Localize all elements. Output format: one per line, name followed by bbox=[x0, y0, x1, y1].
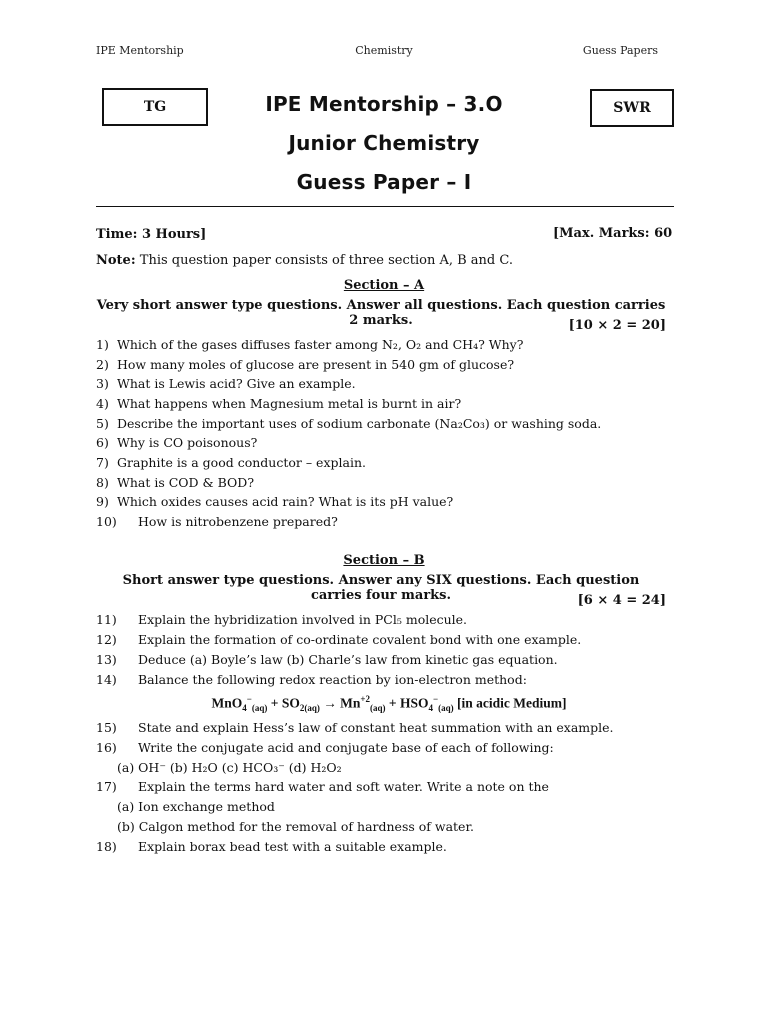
question-12 bbox=[96, 631, 676, 649]
running-head-right: Guess Papers bbox=[582, 44, 658, 57]
question-number: 8) bbox=[96, 475, 109, 490]
state-badge-tg: TG bbox=[102, 88, 208, 126]
question-number: 9) bbox=[96, 494, 109, 509]
question-11 bbox=[96, 611, 676, 629]
eq-mno4-sub: 4 bbox=[242, 703, 247, 714]
eq-hso4: + HSO bbox=[388, 695, 429, 711]
paper-title-line-2: Junior Chemistry bbox=[288, 131, 480, 155]
question-number: 16) bbox=[96, 740, 117, 755]
question-text: What is COD & BOD? bbox=[117, 475, 255, 490]
question-6 bbox=[96, 434, 676, 452]
question-16 bbox=[96, 739, 676, 757]
section-b-marks: [6 × 4 = 24] bbox=[577, 593, 666, 608]
eq-so2: + SO bbox=[270, 695, 300, 711]
question-number: 13) bbox=[96, 652, 117, 667]
running-head bbox=[0, 44, 768, 60]
note-line bbox=[96, 252, 666, 270]
question-number: 10) bbox=[96, 514, 117, 529]
eq-hso4-sub: 4 bbox=[428, 703, 433, 714]
question-number: 12) bbox=[96, 632, 117, 647]
question-number: 3) bbox=[96, 376, 109, 391]
note-label: Note: bbox=[96, 253, 136, 268]
note-text: This question paper consists of three section A, B and C. bbox=[139, 253, 513, 268]
question-text: Deduce (a) Boyle’s law (b) Charle’s law from kinetic gas equation. bbox=[138, 652, 558, 667]
section-a-description: Very short answer type questions. Answer all questions. Each question carries 2 marks. bbox=[96, 298, 666, 328]
eq-so2-sub: 2(aq) bbox=[299, 703, 320, 714]
question-number: 7) bbox=[96, 455, 109, 470]
running-head-center: Chemistry bbox=[355, 44, 413, 57]
question-number: 14) bbox=[96, 672, 117, 687]
question-text: Describe the important uses of sodium carbonate (Na₂Co₃) or washing soda. bbox=[117, 416, 602, 431]
question-number: 15) bbox=[96, 720, 117, 735]
question-17-part-a: (a) Ion exchange method bbox=[117, 799, 275, 814]
question-16-options: (a) OH⁻ (b) H₂O (c) HCO₃⁻ (d) H₂O₂ bbox=[117, 760, 342, 775]
question-number: 11) bbox=[96, 612, 117, 627]
question-text: What is Lewis acid? Give an example. bbox=[117, 376, 356, 391]
question-text: How is nitrobenzene prepared? bbox=[138, 514, 338, 529]
eq-arrow-mn: → Mn bbox=[323, 695, 361, 711]
question-text: Explain the formation of co-ordinate covalent bond with one example. bbox=[138, 632, 582, 647]
section-a-title: Section – A bbox=[343, 278, 425, 293]
redox-equation bbox=[0, 694, 768, 713]
question-9 bbox=[96, 493, 676, 511]
question-number: 17) bbox=[96, 779, 117, 794]
question-13 bbox=[96, 651, 676, 669]
question-number: 5) bbox=[96, 416, 109, 431]
eq-hso4-sup: − bbox=[432, 694, 439, 704]
question-3 bbox=[96, 375, 676, 393]
eq-mn-sub: (aq) bbox=[370, 703, 386, 714]
question-text: Explain borax bead test with a suitable example. bbox=[138, 839, 447, 854]
question-text: Graphite is a good conductor – explain. bbox=[117, 455, 366, 470]
paper-title-line-1: IPE Mentorship – 3.O bbox=[265, 92, 503, 116]
question-1 bbox=[96, 336, 676, 354]
question-number: 6) bbox=[96, 435, 109, 450]
eq-mno4: MnO bbox=[211, 695, 243, 711]
question-17 bbox=[96, 778, 676, 796]
eq-hso4-state: (aq) bbox=[438, 703, 454, 714]
question-2 bbox=[96, 356, 676, 374]
question-number: 1) bbox=[96, 337, 109, 352]
question-text: Which oxides causes acid rain? What is its pH value? bbox=[117, 494, 454, 509]
question-text: Write the conjugate acid and conjugate base of each of following: bbox=[138, 740, 554, 755]
question-7 bbox=[96, 454, 676, 472]
paper-title-line-3: Guess Paper – I bbox=[296, 170, 472, 194]
question-number: 18) bbox=[96, 839, 117, 854]
code-badge-swr: SWR bbox=[590, 89, 674, 127]
question-8 bbox=[96, 474, 676, 492]
question-number: 4) bbox=[96, 396, 109, 411]
question-text: Explain the terms hard water and soft water. Write a note on the bbox=[138, 779, 549, 794]
question-4 bbox=[96, 395, 676, 413]
question-number: 2) bbox=[96, 357, 109, 372]
question-text: Balance the following redox reaction by ion-electron method: bbox=[138, 672, 527, 687]
question-18 bbox=[96, 838, 676, 856]
question-text: Why is CO poisonous? bbox=[117, 435, 258, 450]
title-divider bbox=[96, 206, 674, 207]
max-marks-label: [Max. Marks: 60 bbox=[553, 226, 673, 241]
section-a-marks: [10 × 2 = 20] bbox=[568, 318, 666, 333]
section-b-title: Section – B bbox=[343, 553, 425, 568]
question-5 bbox=[96, 415, 676, 433]
question-15 bbox=[96, 719, 676, 737]
question-text: State and explain Hess’s law of constant heat summation with an example. bbox=[138, 720, 614, 735]
question-14 bbox=[96, 671, 676, 689]
eq-mn-sup: +2 bbox=[360, 694, 371, 704]
running-head-left: IPE Mentorship bbox=[96, 44, 184, 57]
question-17-part-b: (b) Calgon method for the removal of hardness of water. bbox=[117, 819, 475, 834]
question-text: How many moles of glucose are present in 540 gm of glucose? bbox=[117, 357, 515, 372]
question-text: What happens when Magnesium metal is burnt in air? bbox=[117, 396, 462, 411]
time-label: Time: 3 Hours] bbox=[96, 227, 207, 242]
question-text: Explain the hybridization involved in PCl₅ molecule. bbox=[138, 612, 468, 627]
eq-mno4-state: (aq) bbox=[251, 703, 268, 714]
question-10 bbox=[96, 513, 676, 531]
question-text: Which of the gases diffuses faster among N₂, O₂ and CH₄? Why? bbox=[117, 337, 524, 352]
eq-condition: [in acidic Medium] bbox=[456, 695, 567, 711]
eq-mno4-sup: − bbox=[246, 694, 252, 704]
section-b-description: Short answer type questions. Answer any SIX questions. Each question carries four marks. bbox=[122, 573, 640, 603]
